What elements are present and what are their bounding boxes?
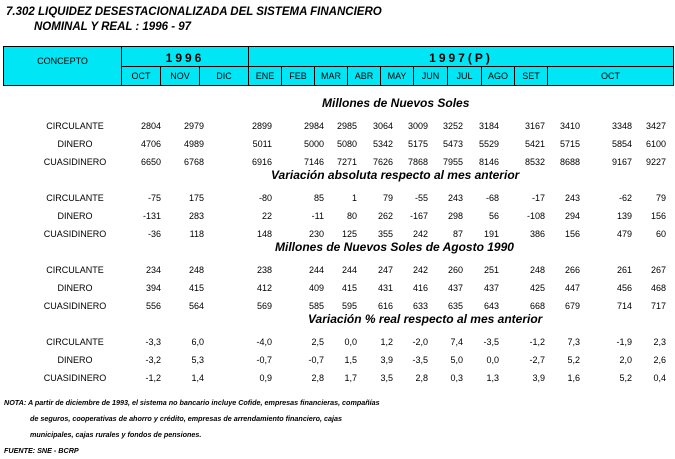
table-row	[0, 262, 675, 278]
table-cell: 456	[616, 283, 632, 293]
table-cell: 2984	[303, 121, 324, 131]
table-cell: 5529	[478, 139, 499, 149]
table-row	[0, 190, 675, 206]
table-cell: 260	[447, 265, 463, 275]
table-cell: 5421	[524, 139, 545, 149]
table-cell: 416	[412, 283, 428, 293]
row-label: CIRCULANTE	[46, 193, 104, 203]
table-cell: 437	[447, 283, 463, 293]
table-cell: 595	[341, 301, 357, 311]
table-cell: -0,7	[256, 355, 272, 365]
table-cell: 3348	[611, 121, 632, 131]
table-cell: 118	[189, 229, 204, 239]
table-cell: 5011	[252, 139, 272, 149]
table-row	[0, 352, 675, 368]
table-cell: -108	[526, 211, 545, 221]
concept-header: CONCEPTO	[4, 47, 122, 85]
table-cell: -55	[414, 193, 428, 203]
table-cell: 355	[377, 229, 393, 239]
month-header: OCT	[601, 71, 620, 81]
table-cell: 386	[529, 229, 545, 239]
section-title: Millones de Nuevos Soles de Agosto 1990	[275, 240, 514, 254]
table-cell: 5,3	[191, 355, 204, 365]
table-row	[0, 280, 675, 296]
table-cell: -68	[485, 193, 499, 203]
note-line-1: NOTA: A partir de diciembre de 1993, el sistema no bancario incluye Cofide, empresas financieras, compañías	[4, 398, 380, 407]
table-cell: 156	[650, 211, 666, 221]
table-cell: -4,0	[256, 337, 272, 347]
year-1996-header: 1996	[122, 47, 249, 67]
table-cell: 22	[261, 211, 272, 221]
table-cell: 0,9	[259, 373, 272, 383]
table-cell: 238	[256, 265, 272, 275]
table-cell: 3167	[524, 121, 545, 131]
note-line-3: municipales, cajas rurales y fondos de pensiones.	[30, 430, 202, 439]
table-cell: 175	[188, 193, 204, 203]
table-cell: -3,5	[412, 355, 428, 365]
table-cell: 243	[564, 193, 580, 203]
row-label: CUASIDINERO	[43, 157, 107, 167]
month-header: FEB	[282, 67, 315, 85]
section-title: Millones de Nuevos Soles	[322, 96, 470, 110]
table-cell: 2,6	[653, 355, 666, 365]
table-cell: -167	[409, 211, 428, 221]
section-title: Variación % real respecto al mes anterior	[308, 312, 543, 326]
month-header: JUN	[414, 67, 448, 85]
table-cell: 3184	[478, 121, 499, 131]
notes	[4, 395, 380, 459]
table-cell: 2899	[251, 121, 272, 131]
table-cell: 5854	[611, 139, 632, 149]
table-title	[6, 5, 382, 35]
month-header: MAR	[315, 67, 348, 85]
table-cell: 668	[529, 301, 545, 311]
table-cell: 1,5	[344, 355, 357, 365]
month-header-row	[4, 67, 673, 85]
table-cell: 1	[351, 193, 357, 203]
table-cell: 3009	[407, 121, 428, 131]
table-cell: 7271	[336, 157, 357, 167]
row-label: CUASIDINERO	[43, 229, 107, 239]
table-cell: 5715	[559, 139, 580, 149]
table-cell: 0,3	[450, 373, 463, 383]
table-header	[3, 46, 674, 86]
table-cell: 3252	[442, 121, 463, 131]
table-cell: 635	[447, 301, 463, 311]
table-cell: -3,3	[145, 337, 161, 347]
table-cell: -1,2	[145, 373, 161, 383]
table-cell: 679	[564, 301, 580, 311]
month-header: MAY	[381, 67, 414, 85]
table-cell: 79	[655, 193, 666, 203]
table-cell: 1,7	[344, 373, 357, 383]
table-cell: 7868	[407, 157, 428, 167]
table-row	[0, 118, 675, 134]
table-cell: 87	[452, 229, 463, 239]
table-cell: -1,9	[616, 337, 632, 347]
table-cell: 412	[256, 283, 272, 293]
table-cell: 714	[616, 301, 632, 311]
table-cell: 242	[412, 229, 428, 239]
table-cell: 5175	[407, 139, 428, 149]
table-cell: 415	[341, 283, 357, 293]
table-cell: 9167	[611, 157, 632, 167]
table-cell: -62	[618, 193, 632, 203]
table-cell: 6916	[251, 157, 272, 167]
table-cell: 3,5	[380, 373, 393, 383]
month-header: ENE	[249, 67, 282, 85]
table-cell: 5,0	[450, 355, 463, 365]
table-cell: 0,0	[486, 355, 499, 365]
table-cell: 85	[313, 193, 324, 203]
table-cell: 148	[256, 229, 272, 239]
table-cell: 3064	[372, 121, 393, 131]
table-cell: 294	[564, 211, 580, 221]
table-cell: 409	[308, 283, 324, 293]
table-cell: 244	[308, 265, 324, 275]
table-cell: 266	[564, 265, 580, 275]
table-cell: -3,2	[145, 355, 161, 365]
table-cell: 6100	[645, 139, 666, 149]
month-header: SET	[515, 67, 548, 85]
table-cell: 3427	[645, 121, 666, 131]
table-cell: 9227	[645, 157, 666, 167]
table-cell: 5342	[372, 139, 393, 149]
table-cell: -80	[258, 193, 272, 203]
table-cell: 248	[188, 265, 204, 275]
month-header: OCT	[122, 67, 161, 85]
table-cell: 5080	[336, 139, 357, 149]
table-cell: 156	[564, 229, 580, 239]
table-cell: 6650	[140, 157, 161, 167]
table-cell: 7146	[303, 157, 324, 167]
table-cell: 7626	[372, 157, 393, 167]
table-cell: 447	[564, 283, 580, 293]
table-cell: 298	[447, 211, 463, 221]
table-cell: 244	[341, 265, 357, 275]
table-cell: 1,6	[567, 373, 580, 383]
table-cell: 2,8	[415, 373, 428, 383]
table-cell: -2,7	[529, 355, 545, 365]
month-header: AGO	[482, 67, 515, 85]
table-cell: 2,3	[653, 337, 666, 347]
table-cell: 2804	[140, 121, 161, 131]
table-cell: 7,4	[450, 337, 463, 347]
table-cell: 394	[145, 283, 161, 293]
table-cell: 7955	[442, 157, 463, 167]
table-cell: 2979	[183, 121, 204, 131]
table-cell: 2,0	[619, 355, 632, 365]
table-cell: 5,2	[619, 373, 632, 383]
table-cell: 6768	[183, 157, 204, 167]
table-cell: 1,3	[486, 373, 499, 383]
table-cell: 5,2	[567, 355, 580, 365]
table-cell: 4989	[183, 139, 204, 149]
table-cell: 7,3	[567, 337, 580, 347]
table-cell: 479	[616, 229, 632, 239]
table-cell: 5473	[442, 139, 463, 149]
table-row	[0, 370, 675, 386]
table-cell: 1,4	[191, 373, 204, 383]
row-label: DINERO	[57, 139, 93, 149]
table-cell: 3410	[559, 121, 580, 131]
note-line-2: de seguros, cooperativas de ahorro y crédito, empresas de arrendamiento financiero, cajas	[30, 414, 342, 423]
table-cell: 230	[308, 229, 324, 239]
table-cell: 1,2	[380, 337, 393, 347]
table-cell: 4706	[140, 139, 161, 149]
table-cell: 247	[377, 265, 393, 275]
table-cell: 243	[447, 193, 463, 203]
table-cell: 79	[382, 193, 393, 203]
table-cell: 56	[488, 211, 499, 221]
table-cell: 139	[616, 211, 632, 221]
table-cell: 191	[483, 229, 499, 239]
table-cell: -131	[142, 211, 161, 221]
table-cell: 2,5	[311, 337, 324, 347]
row-label: DINERO	[57, 355, 93, 365]
title-line-1: 7.302 LIQUIDEZ DESESTACIONALIZADA DEL SISTEMA FINANCIERO	[6, 6, 382, 18]
table-cell: 248	[529, 265, 545, 275]
table-row	[0, 334, 675, 350]
table-cell: 616	[377, 301, 393, 311]
title-line-2: NOMINAL Y REAL : 1996 - 97	[34, 21, 192, 33]
table-cell: 564	[188, 301, 204, 311]
month-header: JUL	[448, 67, 482, 85]
row-label: CUASIDINERO	[43, 373, 107, 383]
table-cell: 60	[655, 229, 666, 239]
table-cell: 2,8	[311, 373, 324, 383]
table-cell: 431	[377, 283, 393, 293]
table-cell: 556	[145, 301, 161, 311]
table-cell: 3,9	[380, 355, 393, 365]
table-cell: -36	[147, 229, 161, 239]
table-cell: 8688	[559, 157, 580, 167]
table-row	[0, 208, 675, 224]
table-cell: 80	[346, 211, 357, 221]
table-cell: 585	[308, 301, 324, 311]
row-label: CIRCULANTE	[46, 121, 104, 131]
section-title: Variación absoluta respecto al mes anterior	[271, 168, 520, 182]
table-cell: 6,0	[191, 337, 204, 347]
table-cell: -11	[311, 211, 324, 221]
table-cell: -2,0	[412, 337, 428, 347]
table-cell: 468	[650, 283, 666, 293]
table-cell: 0,0	[344, 337, 357, 347]
row-label: CUASIDINERO	[43, 301, 107, 311]
table-cell: -17	[531, 193, 545, 203]
source-line: FUENTE: SNE - BCRP	[4, 446, 79, 455]
month-header: ABR	[348, 67, 381, 85]
table-cell: 8146	[478, 157, 499, 167]
table-cell: 3,9	[532, 373, 545, 383]
table-row	[0, 136, 675, 152]
table-cell: 415	[188, 283, 204, 293]
table-cell: 0,4	[653, 373, 666, 383]
month-header: DIC	[200, 67, 249, 85]
table-cell: 283	[188, 211, 204, 221]
table-cell: -3,5	[483, 337, 499, 347]
table-cell: 267	[650, 265, 666, 275]
table-cell: 261	[616, 265, 632, 275]
table-cell: 437	[483, 283, 499, 293]
table-cell: 5000	[303, 139, 324, 149]
table-cell: 717	[650, 301, 666, 311]
row-label: DINERO	[57, 283, 93, 293]
row-label: CIRCULANTE	[46, 265, 104, 275]
table-cell: 242	[412, 265, 428, 275]
month-header: NOV	[161, 67, 200, 85]
table-cell: 8532	[524, 157, 545, 167]
table-cell: -1,2	[529, 337, 545, 347]
table-cell: 569	[256, 301, 272, 311]
table-cell: 234	[145, 265, 161, 275]
table-cell: 125	[341, 229, 357, 239]
table-cell: 633	[412, 301, 428, 311]
table-cell: 425	[529, 283, 545, 293]
table-cell: 643	[483, 301, 499, 311]
table-cell: 251	[483, 265, 499, 275]
table-cell: 262	[377, 211, 393, 221]
table-cell: -0,7	[308, 355, 324, 365]
year-1997-header: 1997(P)	[249, 47, 673, 67]
table-cell: -75	[147, 193, 161, 203]
table-cell: 2985	[336, 121, 357, 131]
row-label: CIRCULANTE	[46, 337, 104, 347]
row-label: DINERO	[57, 211, 93, 221]
